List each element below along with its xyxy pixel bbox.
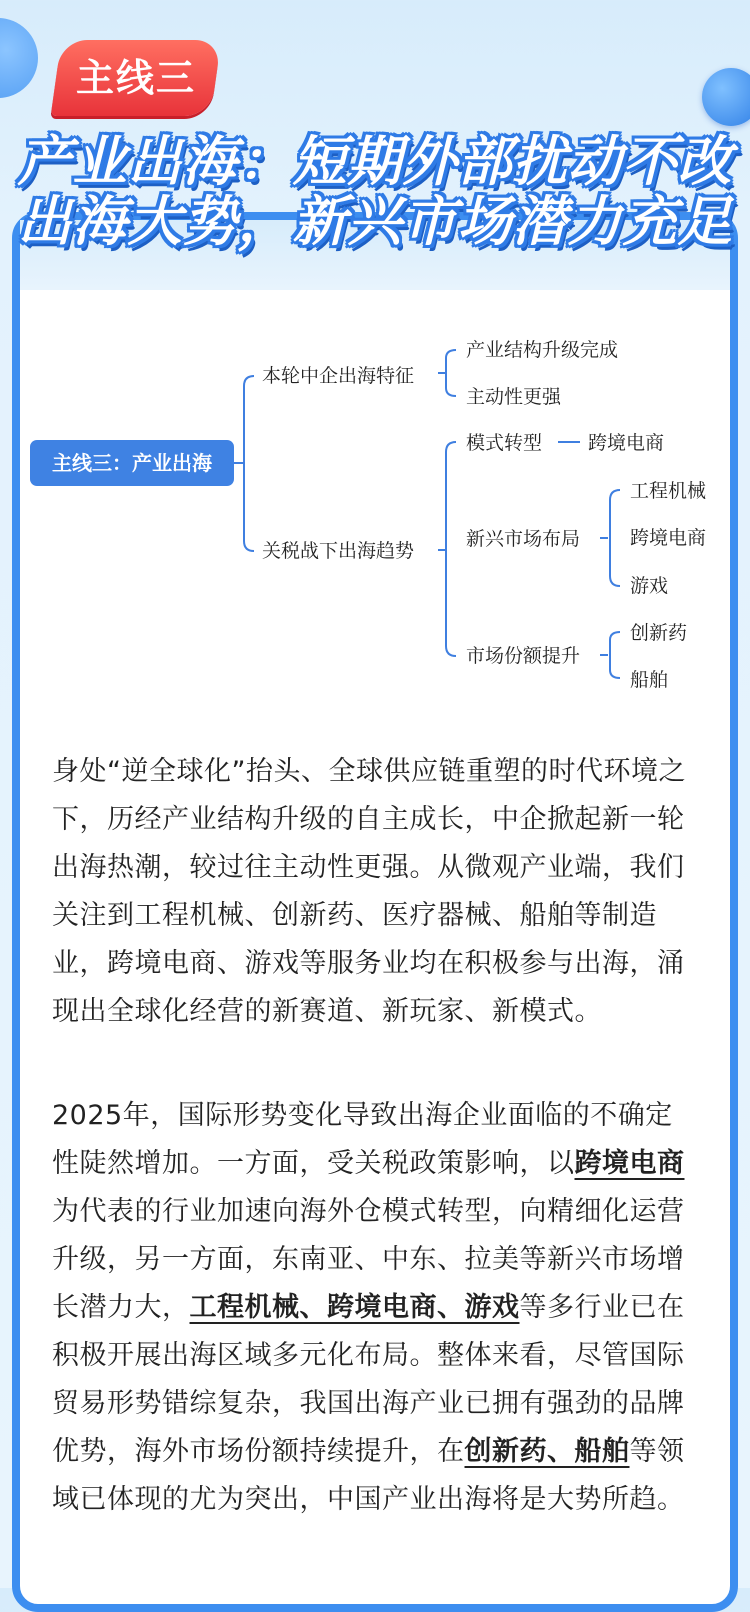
trend-markets-item-1: 工程机械 [630, 480, 707, 502]
feature-item-2: 主动性更强 [466, 386, 562, 408]
headline [0, 132, 750, 252]
article-body [52, 748, 698, 1580]
paragraph-2-text-2: 为代表的行业加速向海外仓模式转型，向精细化运营升级，另一方面，东南亚、中东、拉美等新兴市场增长潜力大， [52, 1196, 685, 1323]
paragraph-2-text-4: 等领域已体现的尤为突出，中国产业出海将是大势所趋。 [52, 1436, 685, 1515]
highlight-cross-border-ecommerce: 跨境电商 [574, 1148, 685, 1179]
paragraph-2-text-3: 等多行业已在积极开展出海区域多元化布局。整体来看，尽管国际贸易形势错综复杂，我国出海产业已拥有强劲的品牌优势，海外市场份额持续提升，在 [52, 1292, 685, 1467]
mind-map [0, 320, 750, 720]
trend-share-item-1: 创新药 [630, 622, 688, 644]
trend-markets-item-2: 跨境电商 [630, 527, 707, 549]
feature-item-1: 产业结构升级完成 [466, 339, 619, 361]
trend-markets-item-3: 游戏 [630, 575, 669, 597]
paragraph-2 [52, 1092, 698, 1524]
trend-mode-item-1: 跨境电商 [588, 432, 665, 454]
branch-features-label: 本轮中企出海特征 [262, 365, 415, 387]
trend-share-item-2: 船舶 [630, 669, 669, 691]
branch-trends-label: 关税战下出海趋势 [262, 540, 415, 562]
highlight-drugs-ships: 创新药、船舶 [464, 1436, 630, 1467]
mind-map-root-label: 主线三：产业出海 [52, 451, 212, 475]
headline-line-1: 产业出海：短期外部扰动不改 [17, 130, 733, 193]
highlight-industries: 工程机械、跨境电商、游戏 [189, 1292, 520, 1323]
paragraph-1: 身处“逆全球化”抬头、全球供应链重塑的时代环境之下，历经产业结构升级的自主成长，中企掀起新一轮出海热潮，较过往主动性更强。从微观产业端，我们关注到工程机械、创新药、医疗器械、船舶等制造业，跨境电商、游戏等服务业均在积极参与出海，涌现出全球化经营的新赛道、新玩家、新模式。 [52, 756, 686, 1027]
decorative-circle-left [0, 18, 38, 98]
section-badge-label: 主线三 [75, 56, 196, 100]
mind-map-connectors [234, 350, 620, 678]
trend-markets-label: 新兴市场布局 [466, 528, 581, 550]
trend-mode-label: 模式转型 [466, 432, 543, 454]
decorative-circle-right [702, 68, 750, 126]
trend-share-label: 市场份额提升 [466, 645, 581, 667]
paragraph-2-text-1: 2025年，国际形势变化导致出海企业面临的不确定性陡然增加。一方面，受关税政策影响，以 [52, 1100, 673, 1179]
headline-line-2: 出海大势，新兴市场潜力充足 [17, 190, 733, 253]
